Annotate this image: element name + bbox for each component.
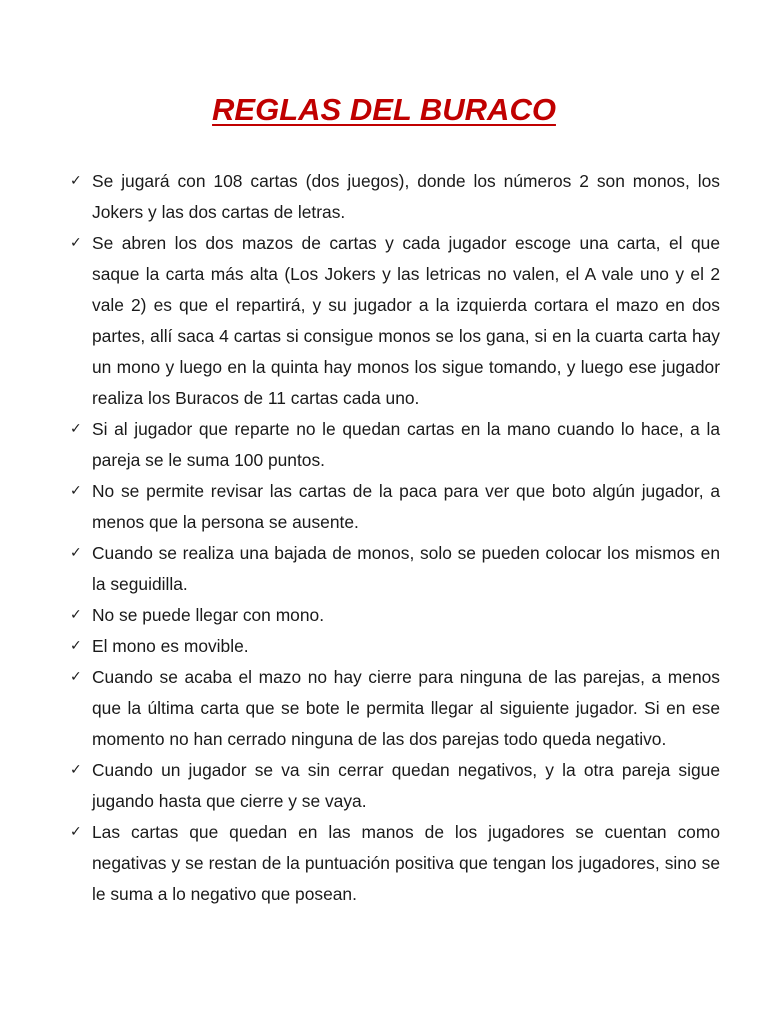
checkmark-icon: ✓ [70, 638, 82, 654]
rule-text: Cuando se realiza una bajada de monos, solo se pueden colocar los mismos en la seguidilla. [92, 543, 720, 594]
rule-item [70, 631, 720, 662]
rule-item [70, 476, 720, 538]
page-title [0, 90, 768, 130]
rule-text: Se abren los dos mazos de cartas y cada jugador escoge una carta, el que saque la carta más alta (Los Jokers y las letricas no valen, el A vale uno y el 2 vale 2) es que el repartirá, y su jugador a la izquierda cortara el mazo en dos partes, allí saca 4 cartas si consigue monos se los gana, si en la cuarta carta hay un mono y luego en la quinta hay monos los sigue tomando, y luego ese jugador realiza los Buracos de 11 cartas cada uno. [92, 233, 720, 408]
checkmark-icon: ✓ [70, 235, 82, 251]
rule-text: Se jugará con 108 cartas (dos juegos), donde los números 2 son monos, los Jokers y las dos cartas de letras. [92, 171, 720, 222]
rule-item [70, 755, 720, 817]
rule-text: Las cartas que quedan en las manos de los jugadores se cuentan como negativas y se restan de la puntuación positiva que tengan los jugadores, sino se le suma a lo negativo que posean. [92, 822, 720, 904]
rule-item [70, 817, 720, 910]
checkmark-icon: ✓ [70, 483, 82, 499]
rule-text: Cuando un jugador se va sin cerrar quedan negativos, y la otra pareja sigue jugando hasta que cierre y se vaya. [92, 760, 720, 811]
rules-list [70, 166, 720, 910]
rule-item [70, 662, 720, 755]
checkmark-icon: ✓ [70, 173, 82, 189]
checkmark-icon: ✓ [70, 669, 82, 685]
rule-item [70, 600, 720, 631]
checkmark-icon: ✓ [70, 421, 82, 437]
page-title-text: REGLAS DEL BURACO [212, 92, 556, 127]
rule-item [70, 166, 720, 228]
rule-text: Si al jugador que reparte no le quedan cartas en la mano cuando lo hace, a la pareja se le suma 100 puntos. [92, 419, 720, 470]
rule-text: No se permite revisar las cartas de la paca para ver que boto algún jugador, a menos que la persona se ausente. [92, 481, 720, 532]
rule-item [70, 538, 720, 600]
checkmark-icon: ✓ [70, 607, 82, 623]
rule-text: Cuando se acaba el mazo no hay cierre para ninguna de las parejas, a menos que la última carta que se bote le permita llegar al siguiente jugador. Si en ese momento no han cerrado ninguna de las dos parejas todo queda negativo. [92, 667, 720, 749]
checkmark-icon: ✓ [70, 762, 82, 778]
rule-text: El mono es movible. [92, 636, 249, 656]
checkmark-icon: ✓ [70, 824, 82, 840]
rule-text: No se puede llegar con mono. [92, 605, 325, 625]
checkmark-icon: ✓ [70, 545, 82, 561]
rule-item [70, 414, 720, 476]
rule-item [70, 228, 720, 414]
